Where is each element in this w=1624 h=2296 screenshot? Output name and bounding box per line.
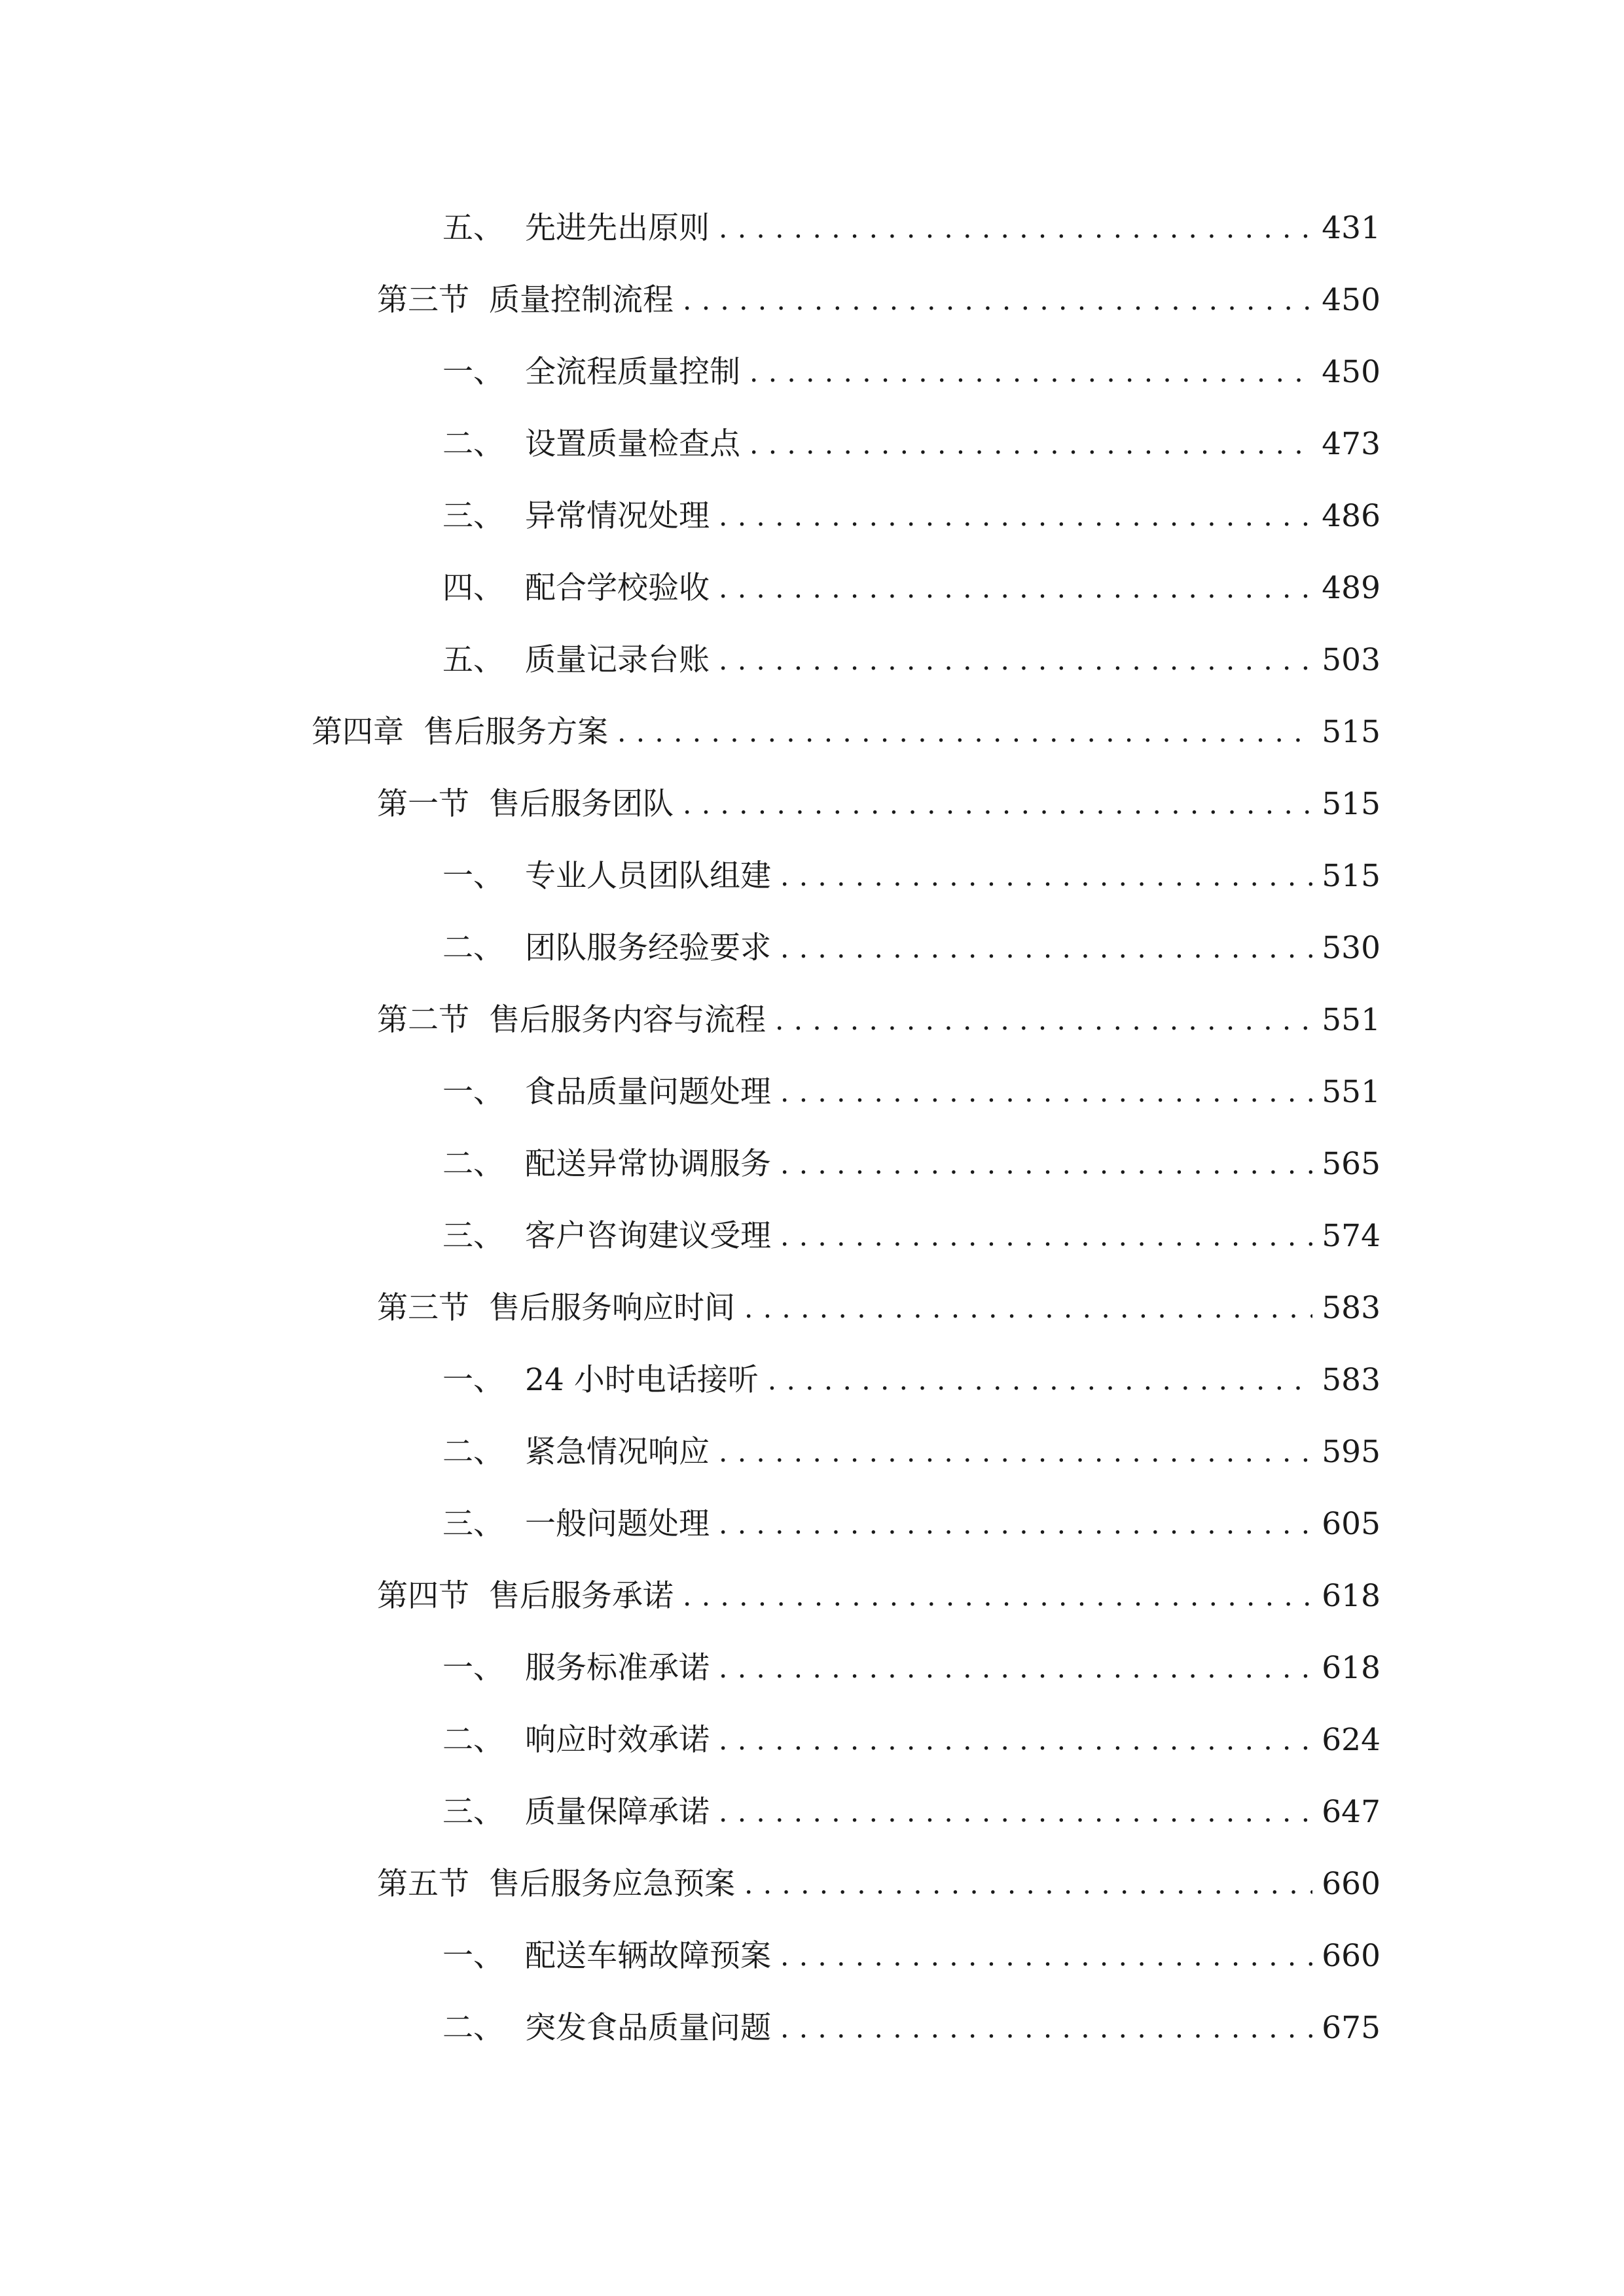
toc-entry-number: 五、 <box>442 642 504 678</box>
toc-entry-title: 质量控制流程 <box>489 282 674 318</box>
toc-dot-leader <box>780 922 1312 975</box>
toc-entry-number: 五、 <box>442 210 504 246</box>
toc-page-number: 551 <box>1322 1074 1380 1110</box>
toc-entry-number: 第三节 <box>377 282 469 318</box>
toc-page-number: 503 <box>1322 642 1380 678</box>
toc-dot-leader <box>749 418 1312 471</box>
toc-dot-leader <box>780 850 1312 903</box>
toc-entry[interactable] <box>377 274 1380 327</box>
toc-entry-number: 二、 <box>442 1146 504 1182</box>
toc-entry-number: 一、 <box>442 1362 504 1398</box>
toc-entry-number: 第五节 <box>377 1866 469 1902</box>
toc-entry[interactable] <box>442 1786 1380 1839</box>
toc-page-number: 618 <box>1322 1650 1380 1686</box>
toc-entry-number: 一、 <box>442 1074 504 1110</box>
toc-entry-title: 异常情况处理 <box>525 498 710 534</box>
toc-page-number: 551 <box>1322 1002 1380 1038</box>
toc-page-number: 486 <box>1322 498 1380 534</box>
toc-entry-number: 第四章 <box>312 714 404 750</box>
toc-page-number: 618 <box>1322 1578 1380 1614</box>
toc-entry-title: 突发食品质量问题 <box>525 2010 771 2046</box>
toc-entry-title: 售后服务响应时间 <box>489 1290 735 1326</box>
toc-page-number: 565 <box>1322 1146 1380 1182</box>
toc-entry-title: 一般问题处理 <box>525 1506 710 1542</box>
toc-page-number: 660 <box>1322 1938 1380 1974</box>
toc-entry-title: 质量保障承诺 <box>525 1794 710 1830</box>
toc-dot-leader <box>683 1570 1312 1623</box>
toc-entry[interactable] <box>312 706 1380 759</box>
toc-dot-leader <box>780 1210 1312 1263</box>
toc-dot-leader <box>768 1354 1313 1407</box>
toc-entry-title: 紧急情况响应 <box>525 1434 710 1470</box>
toc-entry[interactable] <box>377 1282 1380 1335</box>
toc-entry-number: 一、 <box>442 1938 504 1974</box>
toc-entry-number: 一、 <box>442 354 504 390</box>
toc-page-number: 583 <box>1322 1290 1380 1326</box>
toc-entry-title: 24 小时电话接听 <box>525 1362 759 1398</box>
toc-dot-leader <box>780 1138 1312 1191</box>
toc-dot-leader <box>719 1786 1312 1839</box>
toc-entry[interactable] <box>442 922 1380 975</box>
toc-page-number: 431 <box>1322 210 1380 246</box>
toc-entry[interactable] <box>442 418 1380 471</box>
toc-page-number: 450 <box>1322 354 1380 390</box>
toc-page-number: 583 <box>1322 1362 1380 1398</box>
toc-entry[interactable] <box>442 1210 1380 1263</box>
toc-entry-number: 二、 <box>442 1722 504 1758</box>
toc-dot-leader <box>683 274 1312 327</box>
toc-entry[interactable] <box>442 1714 1380 1767</box>
toc-dot-leader <box>719 202 1312 255</box>
toc-entry-number: 三、 <box>442 1794 504 1830</box>
toc-page-number: 574 <box>1322 1218 1380 1254</box>
toc-entry[interactable] <box>442 1138 1380 1191</box>
toc-dot-leader <box>744 1282 1312 1335</box>
toc-dot-leader <box>683 778 1312 831</box>
toc-entry-title: 先进先出原则 <box>525 210 710 246</box>
toc-dot-leader <box>719 1642 1312 1695</box>
toc-entry-number: 一、 <box>442 858 504 894</box>
toc-entry[interactable] <box>442 346 1380 399</box>
toc-entry-number: 二、 <box>442 1434 504 1470</box>
toc-dot-leader <box>780 2002 1312 2054</box>
toc-entry-number: 第四节 <box>377 1578 469 1614</box>
toc-entry[interactable] <box>377 994 1380 1047</box>
toc-entry-number: 三、 <box>442 498 504 534</box>
toc-entry[interactable] <box>442 1930 1380 1982</box>
toc-entry-title: 售后服务承诺 <box>489 1578 674 1614</box>
toc-page-number: 530 <box>1322 930 1380 966</box>
toc-dot-leader <box>617 706 1312 759</box>
toc-page-number: 473 <box>1322 426 1380 462</box>
toc-page-number: 647 <box>1322 1794 1380 1830</box>
toc-entry-title: 食品质量问题处理 <box>525 1074 771 1110</box>
toc-entry-title: 客户咨询建议受理 <box>525 1218 771 1254</box>
toc-page-number: 605 <box>1322 1506 1380 1542</box>
toc-entry-title: 售后服务团队 <box>489 786 674 822</box>
toc-dot-leader <box>780 1066 1312 1119</box>
toc-entry-title: 配合学校验收 <box>525 570 710 606</box>
toc-entry[interactable] <box>442 562 1380 615</box>
toc-page-number: 489 <box>1322 570 1380 606</box>
toc-dot-leader <box>719 1498 1312 1551</box>
toc-entry-number: 二、 <box>442 2010 504 2046</box>
toc-dot-leader <box>775 994 1312 1047</box>
toc-entry-title: 配送异常协调服务 <box>525 1146 771 1182</box>
toc-dot-leader <box>719 490 1312 543</box>
toc-entry-title: 质量记录台账 <box>525 642 710 678</box>
toc-page-number: 515 <box>1322 786 1380 822</box>
toc-entry[interactable] <box>377 778 1380 831</box>
toc-entry-number: 三、 <box>442 1218 504 1254</box>
toc-entry[interactable] <box>442 2002 1380 2054</box>
toc-entry[interactable] <box>442 490 1380 543</box>
toc-entry-number: 第二节 <box>377 1002 469 1038</box>
toc-page-number: 660 <box>1322 1866 1380 1902</box>
toc-entry-title: 响应时效承诺 <box>525 1722 710 1758</box>
toc-entry-number: 一、 <box>442 1650 504 1686</box>
toc-entry[interactable] <box>442 1642 1380 1695</box>
toc-entry-title: 团队服务经验要求 <box>525 930 771 966</box>
toc-entry[interactable] <box>442 202 1380 255</box>
toc-entry[interactable] <box>442 1426 1380 1479</box>
toc-dot-leader <box>749 346 1312 399</box>
toc-dot-leader <box>744 1858 1312 1910</box>
toc-entry-number: 四、 <box>442 570 504 606</box>
toc-entry-title: 专业人员团队组建 <box>525 858 771 894</box>
toc-entry-number: 三、 <box>442 1506 504 1542</box>
toc-entry-title: 售后服务内容与流程 <box>489 1002 766 1038</box>
toc-entry-title: 设置质量检查点 <box>525 426 740 462</box>
toc-entry-number: 第三节 <box>377 1290 469 1326</box>
toc-page-number: 595 <box>1322 1434 1380 1470</box>
toc-entry[interactable] <box>442 634 1380 687</box>
toc-entry-number: 二、 <box>442 930 504 966</box>
toc-dot-leader <box>719 562 1312 615</box>
toc-page-number: 515 <box>1322 858 1380 894</box>
toc-entry-title: 配送车辆故障预案 <box>525 1938 771 1974</box>
toc-dot-leader <box>780 1930 1312 1982</box>
toc-entry-title: 服务标准承诺 <box>525 1650 710 1686</box>
toc-dot-leader <box>719 634 1312 687</box>
toc-page-number: 624 <box>1322 1722 1380 1758</box>
toc-entry-title: 全流程质量控制 <box>525 354 740 390</box>
toc-page-number: 450 <box>1322 282 1380 318</box>
toc-page-number: 675 <box>1322 2010 1380 2046</box>
toc-entry[interactable] <box>377 1858 1380 1910</box>
toc-entry-title: 售后服务方案 <box>424 714 608 750</box>
toc-entry[interactable] <box>442 1354 1380 1407</box>
toc-dot-leader <box>719 1426 1312 1479</box>
toc-entry[interactable] <box>377 1570 1380 1623</box>
toc-entry[interactable] <box>442 1066 1380 1119</box>
toc-entry-number: 第一节 <box>377 786 469 822</box>
toc-page-number: 515 <box>1322 714 1380 750</box>
toc-entry-title: 售后服务应急预案 <box>489 1866 735 1902</box>
toc-dot-leader <box>719 1714 1312 1767</box>
toc-entry[interactable] <box>442 1498 1380 1551</box>
toc-entry[interactable] <box>442 850 1380 903</box>
toc-entry-number: 二、 <box>442 426 504 462</box>
